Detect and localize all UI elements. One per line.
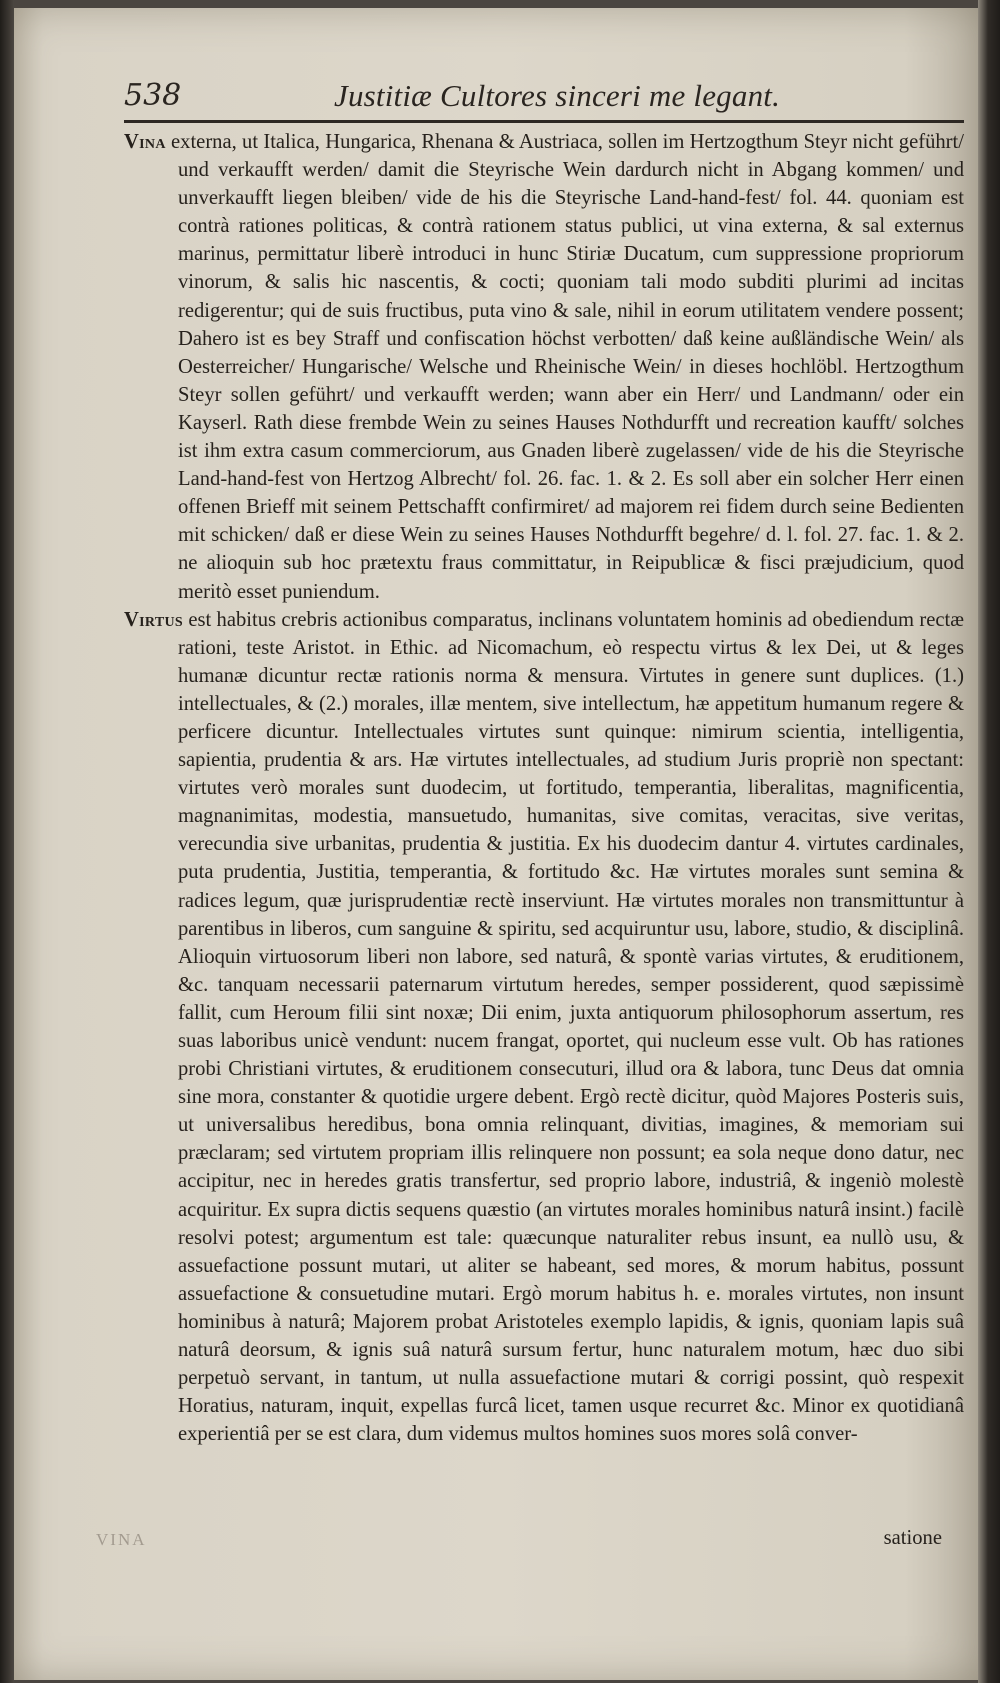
header-rule	[124, 120, 964, 123]
entry-virtus	[124, 606, 964, 1449]
body-text	[124, 128, 964, 1448]
page-number: 538	[124, 78, 182, 113]
page-header	[124, 78, 964, 124]
running-head: Justitiæ Cultores sinceri me legant.	[334, 78, 781, 113]
catchword: satione	[883, 1527, 942, 1549]
signature-mark: VINA	[96, 1530, 147, 1549]
book-gutter	[978, 0, 1000, 1683]
entry-text: externa, ut Italica, Hungarica, Rhenana & Austriaca, sollen im Hertzogthum Steyr nicht geführt/ und verkaufft werden/ damit die Steyrische Wein dardurch nicht in Abgang kommen/ und unverkaufft liegen bleiben/ vide de his die Steyrische Land-hand-fest/ fol. 44. quoniam est contrà rationes politicas, & contrà rationem status publici, ut vina externa, & sal externus marinus, permittatur liberè introduci in hunc Stiriæ Ducatum, cum suppressione propriorum vinorum, & salis hic nascentis, & cocti; quoniam tali modo subditi plurimi ad incitas redigerentur; qui de suis fructibus, puta vino & sale, nihil in eorum utilitatem vendere possent; Dahero ist es bey Straff und confiscation höchst verbotten/ daß keine außländische Wein/ als Oesterreicher/ Hungarische/ Welsche und Rheinische Wein/ in dieses hochlöbl. Hertzogthum Steyr sollen geführt/ und verkaufft werden; wann aber ein Herr/ und Landmann/ oder ein Kayserl. Rath diese frembde Wein zu seines Hauses Nothdurfft und recreation kaufft/ solches ist ihm extra casum commerciorum, aus Gnaden liberè zugelassen/ vide de his die Steyrische Land-hand-fest von Hertzog Albrecht/ fol. 26. fac. 1. & 2. Es soll aber ein solcher Herr einen offenen Brieff mit seinem Pettschafft confirmiret/ ad majorem rei fidem durch seine Bedienten mit schicken/ daß er diese Wein zu seines Hauses Nothdurfft begehre/ d. l. fol. 27. fac. 1. & 2. ne alioquin sub hoc prætextu fraus committatur, in Reipublicæ & fisci præjudicium, quod meritò esset puniendum.	[165, 131, 964, 603]
entry-text: est habitus crebris actionibus comparatus, inclinans voluntatem hominis ad obediendum rectæ rationi, teste Aristot. in Ethic. ad Nicomachum, eò respectu virtus & lex Dei, ut & leges humanæ dicuntur rectæ rationis norma & mensura. Virtutes in genere sunt duplices. (1.) intellectuales, & (2.) morales, illæ mentem, sive intellectum, hæ appetitum humanum regere & perficere dicuntur. Intellectuales virtutes sunt quinque: nimirum scientia, intelligentia, sapientia, prudentia & ars. Hæ virtutes intellectuales, ad studium Juris propriè non spectant: virtutes verò morales sunt duodecim, ut fortitudo, temperantia, liberalitas, magnificentia, magnanimitas, modestia, mansuetudo, humanitas, sive comitas, veracitas, sive veritas, verecundia sive urbanitas, prudentia & justitia. Ex his duodecim dantur 4. virtutes cardinales, puta prudentia, Justitia, temperantia, & fortitudo &c. Hæ virtutes morales sunt semina & radices legum, quæ jurisprudentiæ rectè inserviunt. Hæ virtutes morales non transmittuntur à parentibus in liberos, cum sanguine & spiritu, sed acquiruntur usu, labore, studio, & disciplinâ. Alioquin virtuosorum liberi non labore, sed naturâ, & spontè varias virtutes, & eruditionem, &c. tanquam necessarii paternarum virtutum heredes, semper possiderent, quod sæpissimè fallit, cum Heroum filii sint noxæ; Dii enim, juxta antiquorum philosophorum assertum, res suas laboribus unicè vendunt: nucem frangat, oportet, qui nucleum esse vult. Ob has rationes probi Christiani virtutes, & eruditionem consecuturi, illud ora & labora, tunc Deus dat omnia sine mora, constanter & quotidie urgere debent. Ergò rectè dicitur, quòd Majores Posteris suis, ut universalibus heredibus, bona omnia relinquant, divitias, imagines, & memoriam sui præclaram; sed virtutem propriam illis relinquere non possunt; ea sola neque dono datur, nec accipitur, nec in heredes gratis transfertur, sed proprio labore, industriâ, & ingeniò molestè acquiritur. Ex supra dictis sequens quæstio (an virtutes morales hominibus naturâ insint.) facilè resolvi potest; argumentum est tale: quæcunque naturaliter rebus insunt, ea nullò usu, & assuefactione possunt mutari, ut aliter se habeant, sed mores, & morum habitus, possunt assuefactione & consuetudine mutari. Ergò morum habitus h. e. morales virtutes, non insunt hominibus à naturâ; Majorem probat Aristoteles exemplo lapidis, & ignis, quoniam lapis suâ naturâ deorsum, & ignis suâ naturâ sursum fertur, hunc naturalem motum, hæc duo sibi perpetuò servant, in tantum, ut nulla assuefactione mutari & corrigi possint, quò respexit Horatius, naturam, inquit, expellas furcâ licet, tamen usque recurret &c. Minor ex quotidianâ experientiâ per se est clara, dum videmus multos homines suos mores solâ conver-	[178, 608, 964, 1446]
entry-headword: Vina	[124, 131, 166, 153]
entry-headword: Virtus	[124, 608, 183, 631]
entry-vina	[124, 128, 964, 606]
left-page-edge	[0, 0, 14, 1683]
